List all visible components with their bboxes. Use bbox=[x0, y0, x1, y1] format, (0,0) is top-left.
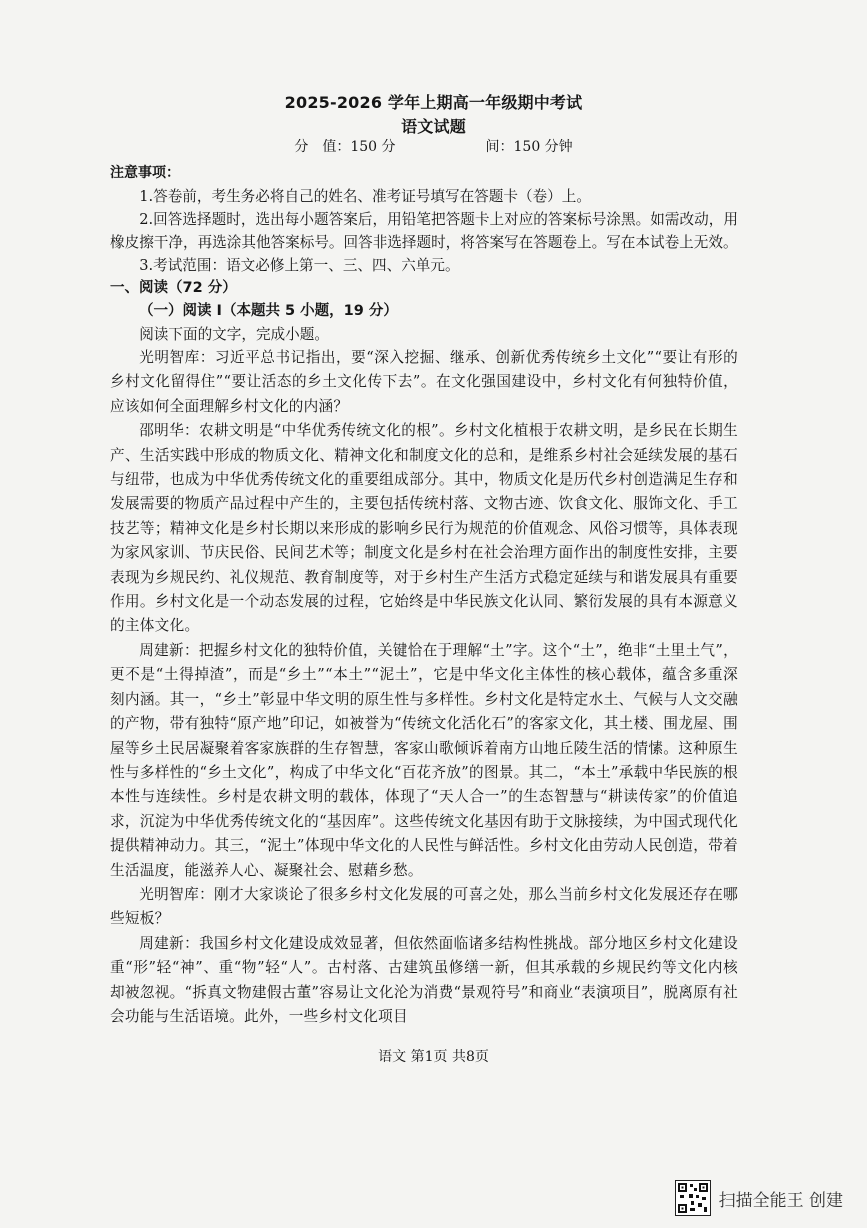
exam-meta bbox=[0, 136, 867, 156]
section-heading: 一、阅读（72 分） bbox=[110, 280, 237, 296]
page-footer: 语文 第1页 共8页 bbox=[378, 1049, 489, 1065]
article-paragraph: 周建新：我国乡村文化建设成效显著，但依然面临诸多结构性挑战。部分地区乡村文化建设重“形”轻“神”、重“物”轻“人”。古村落、古建筑虽修缮一新，但其承载的乡规民约等文化内核却被忽视。“拆真文物建假古董”容易让文化沦为消费“景观符号”和商业“表演项目”，脱离原有社会功能与生活语境。此外，一些乡村文化项目 bbox=[110, 934, 738, 1025]
subsection-heading: （一）阅读 I（本题共 5 小题，19 分） bbox=[139, 303, 398, 319]
article-paragraph: 周建新：把握乡村文化的独特价值，关键恰在于理解“土”字。这个“土”，绝非“土里土气”，更不是“土得掉渣”，而是“乡土”“本土”“泥土”，它是中华文化主体性的核心载体，蕴含多重深刻内涵。其一，“乡土”彰显中华文明的原生性与多样性。乡村文化是特定水土、气候与人文交融的产物，带有独特“原产地”印记，如被誉为“传统文化活化石”的客家文化，其土楼、围龙屋、围屋等乡土民居凝聚着客家族群的生存智慧，客家山歌倾诉着南方山地丘陵生活的情愫。这种原生性与多样性的“乡土文化”，构成了中华文化“百花齐放”的图景。其二，“本土”承载中华民族的根本性与连续性。乡村是农耕文明的载体，体现了“天人合一”的生态智慧与“耕读传家”的价值追求，沉淀为中华优秀传统文化的“基因库”。这些传统文化基因有助于文脉接续，为中国式现代化提供精神动力。其三，“泥土”体现中华文化的人民性与鲜活性。乡村文化由劳动人民创造，带着生活温度，能滋养人心、凝聚社会、慰藉乡愁。 bbox=[110, 641, 738, 879]
notice-item: 1.答卷前，考生务必将自己的姓名、准考证号填写在答题卡（卷）上。 bbox=[139, 188, 591, 205]
article bbox=[110, 346, 738, 1029]
exam-subject: 语文试题 bbox=[401, 117, 466, 136]
article-paragraph: 邵明华：农耕文明是“中华优秀传统文化的根”。乡村文化植根于农耕文明，是乡民在长期生产、生活实践中形成的物质文化、精神文化和制度文化的总和，是维系乡村社会延续发展的基石与纽带，也成为中华优秀传统文化的重要组成部分。其中，物质文化是历代乡村创造满足生存和发展需要的物质产品过程中产生的，主要包括传统村落、文物古迹、饮食文化、服饰文化、手工技艺等；精神文化是乡村长期以来形成的影响乡民行为规范的价值观念、风俗习惯等，具体表现为家风家训、节庆民俗、民间艺术等；制度文化是乡村在社会治理方面作出的制度性安排，主要表现为乡规民约、礼仪规范、教育制度等，对于乡村生产生活方式稳定延续与和谐发展具有重要作用。乡村文化是一个动态发展的过程，它始终是中华民族文化认同、繁衍发展的具有本源意义的主体文化。 bbox=[110, 422, 738, 635]
score-label: 分 值：150 分 bbox=[294, 139, 396, 155]
qr-code-icon bbox=[675, 1180, 711, 1216]
article-paragraph: 光明智库：习近平总书记指出，要“深入挖掘、继承、创新优秀传统乡土文化”“要让有形的乡村文化留得住”“要让活态的乡土文化传下去”。在文化强国建设中，乡村文化有何独特价值，应该如何全面理解乡村文化的内涵？ bbox=[110, 349, 738, 415]
watermark-text: 扫描全能王 创建 bbox=[718, 1190, 843, 1211]
article-paragraph: 光明智库：刚才大家谈论了很多乡村文化发展的可喜之处，那么当前乡村文化发展还存在哪些短板？ bbox=[110, 885, 738, 928]
exam-title: 2025-2026 学年上期高一年级期中考试 bbox=[284, 93, 583, 112]
notice-item: 3.考试范围：语文必修上第一、三、四、六单元。 bbox=[139, 257, 460, 274]
exam-body bbox=[110, 162, 738, 1029]
scanner-watermark bbox=[675, 1180, 843, 1216]
reading-instruction: 阅读下面的文字，完成小题。 bbox=[139, 326, 329, 343]
time-label: 间：150 分钟 bbox=[485, 139, 573, 155]
notice-item: 2.回答选择题时，选出每小题答案后，用铅笔把答题卡上对应的答案标号涂黑。如需改动，用橡皮擦干净，再选涂其他答案标号。回答非选择题时，将答案写在答题卷上。写在本试卷上无效。 bbox=[110, 211, 738, 251]
notice-heading: 注意事项： bbox=[110, 165, 180, 181]
